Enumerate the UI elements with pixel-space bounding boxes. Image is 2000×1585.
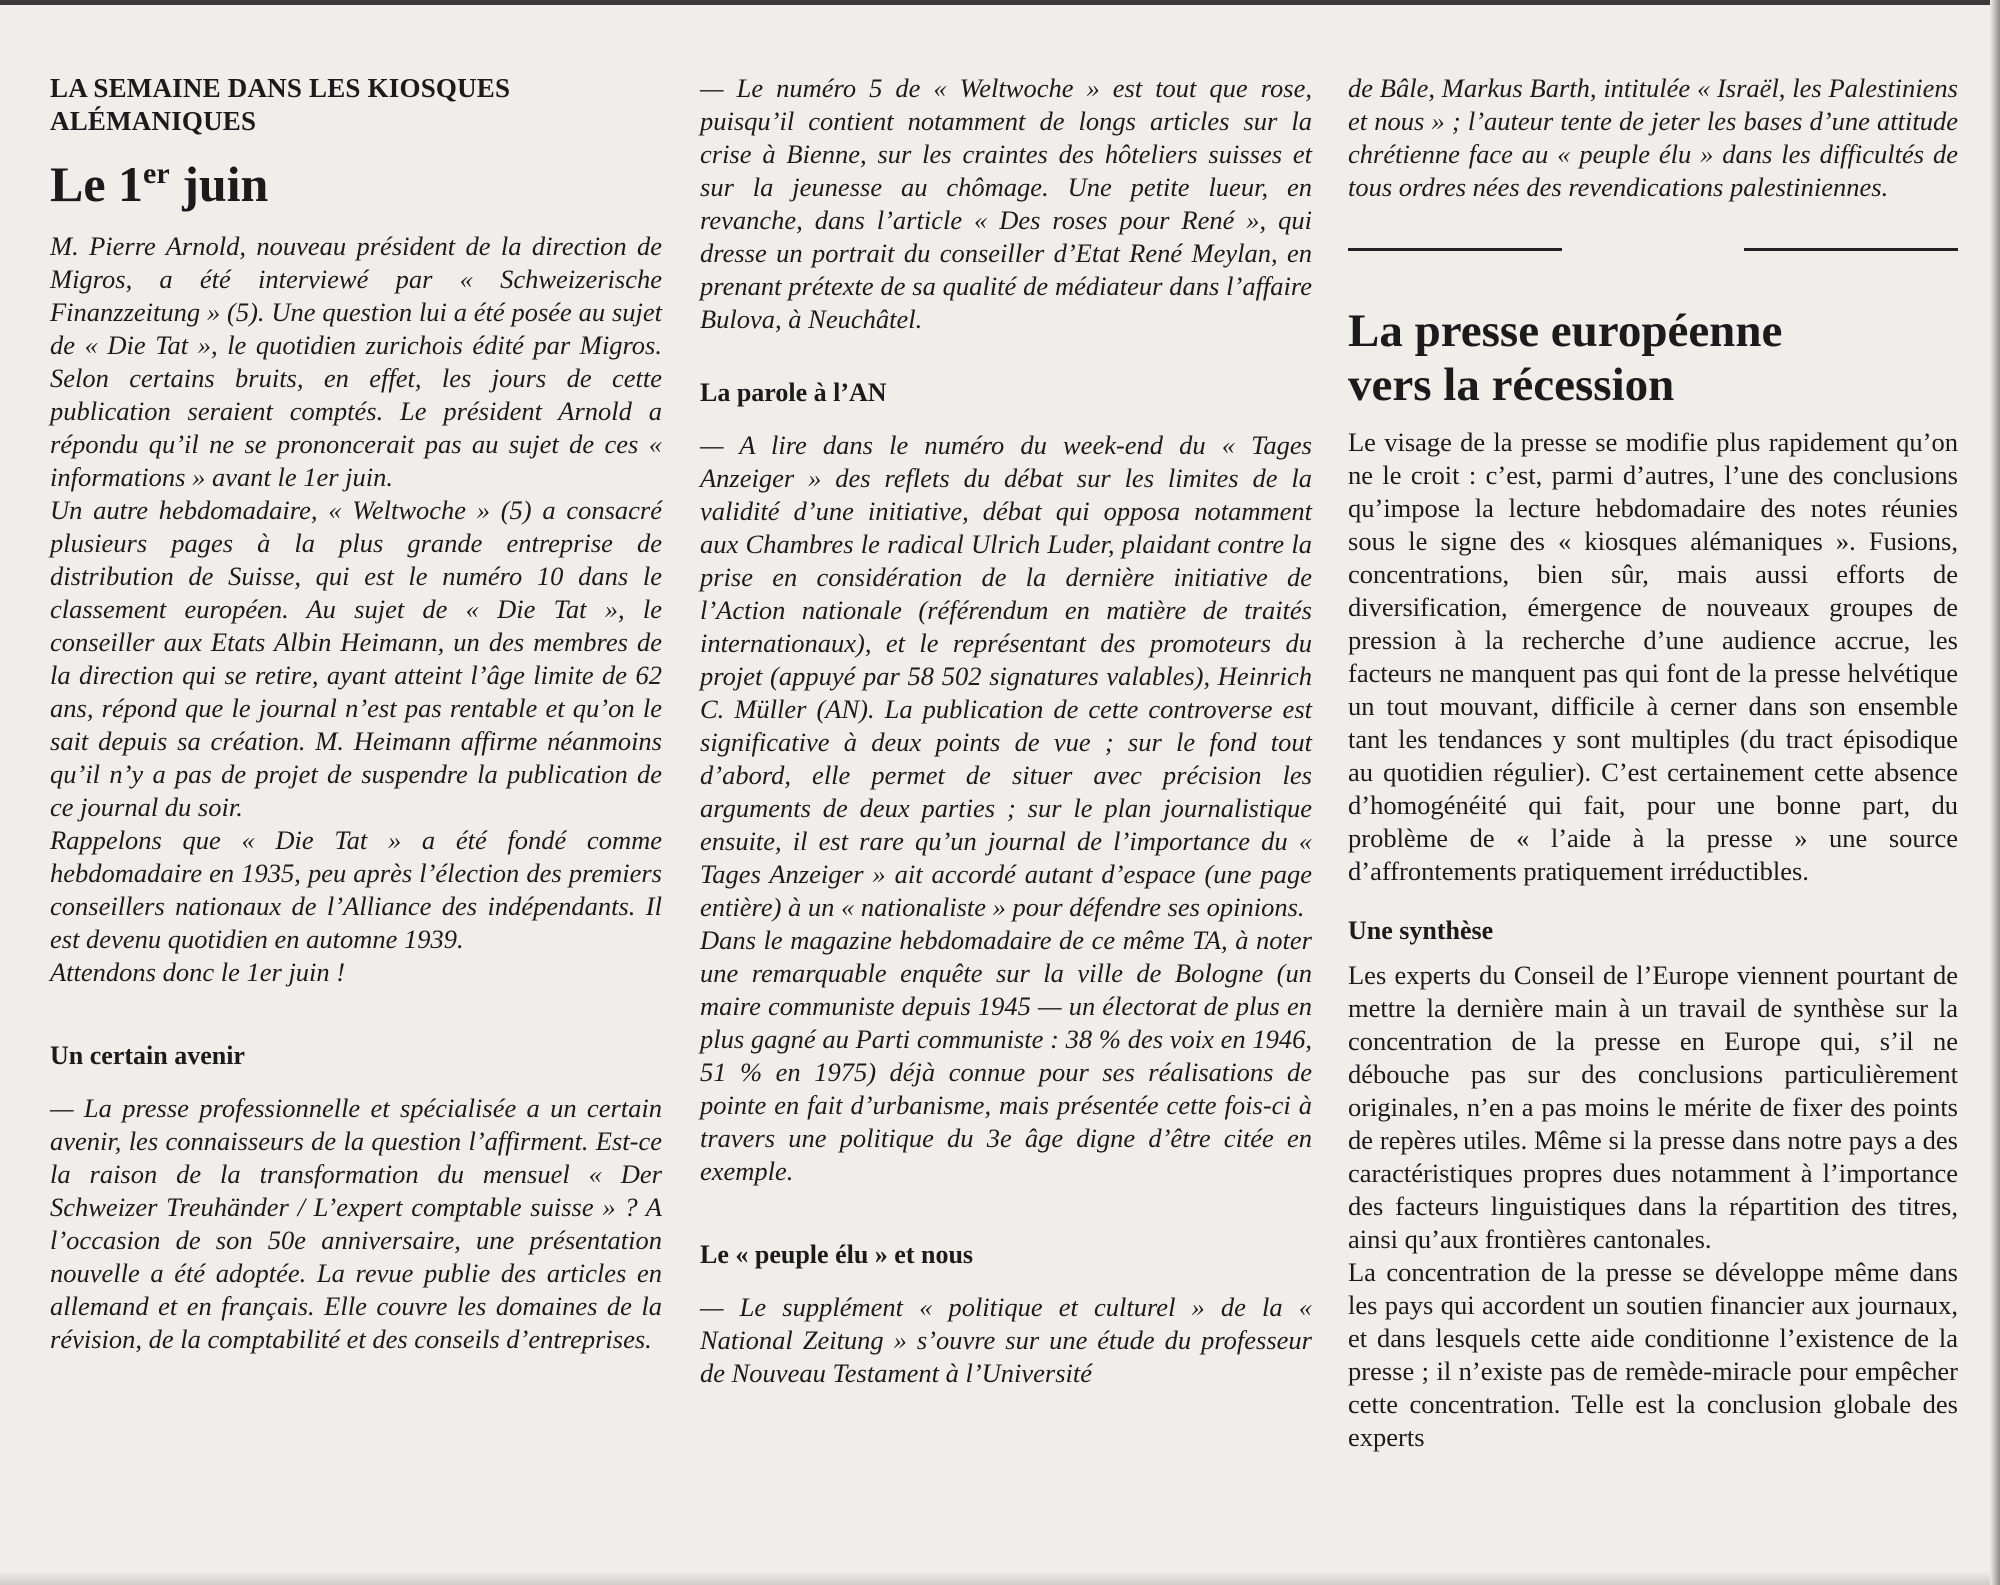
paragraph: de Bâle, Markus Barth, intitulée « Israël, les Palestiniens et nous » ; l’auteur tente de jeter les bases d’une attitude chrétienne face au « peuple élu » dans les difficultés de tous ordres nées des revendications palestiniennes. — [1348, 73, 1958, 202]
paragraph: — Le numéro 5 de « Weltwoche » est tout que rose, puisqu’il contient notamment de longs articles sur la crise à Bienne, sur les craintes des hôteliers suisses et sur la jeunesse au chômage. Une petite lueur, en revanche, dans l’article « Des roses pour René », qui dresse un portrait du conseiller d’Etat René Meylan, en prenant prétexte de sa qualité de médiateur dans l’affaire Bulova, à Neuchâtel. — [700, 73, 1312, 334]
separator-rules — [1348, 228, 1958, 268]
subheading: Une synthèse — [1348, 916, 1494, 945]
separator-rule-left — [1348, 248, 1562, 251]
paragraph: Un autre hebdomadaire, « Weltwoche » (5) a consacré plusieurs pages à la plus grande entreprise de distribution de Suisse, qui est le numéro 10 dans le classement européen. Au sujet de « Die Tat », le conseiller aux Etats Albin Heimann, un des membres de la direction qui se retire, ayant atteint l’âge limite de 62 ans, répond que le journal n’est pas rentable et qu’on le sait depuis sa création. M. Heimann affirme néanmoins qu’il n’y a pas de projet de suspendre la publication de ce journal du soir. — [50, 495, 662, 822]
separator-rule-right — [1744, 248, 1958, 251]
paragraph: M. Pierre Arnold, nouveau président de la direction de Migros, a été interviewé par « Schweizerische Finanzzeitung » (5). Une question lui a été posée au sujet de « Die Tat », le quotidien zurichois édité par Migros. Selon certains bruits, en effet, les jours de cette publication seraient comptés. Le président Arnold a répondu qu’il ne se prononcerait pas au sujet de ces « informations » avant le 1er juin. — [50, 231, 662, 492]
lead-paragraph: Le visage de la presse se modifie plus rapidement qu’on ne le croit : c’est, parmi d’autres, l’une des conclusions qu’impose la lecture hebdomadaire des notes réunies sous le signe des « kiosques alémaniques ». Fusions, concentrations, bien sûr, mais aussi efforts de diversification, émergence de nouveaux groupes de pression à la recherche d’une audience accrue, les facteurs ne manquent pas qui font de la presse helvétique un tout mouvant, difficile à cerner dans son ensemble tant les tendances y sont multiples (du tract épisodique au quotidien régulier). C’est certainement cette absence d’homogénéité qui fait, pour une bonne part, du problème de « l’aide à la presse » une source d’affrontements pratiquement irréductibles. — [1348, 427, 1958, 886]
subheading: Un certain avenir — [50, 1041, 245, 1070]
paragraph: Rappelons que « Die Tat » a été fondé comme hebdomadaire en 1935, peu après l’élection des premiers conseillers nationaux de l’Alliance des indépendants. Il est devenu quotidien en automne 1939. — [50, 825, 662, 954]
section-kicker — [50, 72, 662, 138]
paragraph: Attendons donc le 1er juin ! — [50, 957, 346, 987]
title-line-1: La presse européenne — [1348, 305, 1783, 357]
page-bottom-edge — [0, 1571, 2000, 1585]
title-line-2: vers la récession — [1348, 359, 1675, 411]
paragraph: Les experts du Conseil de l’Europe viennent pourtant de mettre la dernière main à un travail de synthèse sur la concentration de la presse en Europe qui, s’il ne débouche pas sur des conclusions particulièrement originales, n’en a pas moins le mérite de fixer des points de repères utiles. Même si la presse dans notre pays a des caractéristiques propres dues notamment à l’importance des facteurs linguistiques dans la répartition des titres, ainsi qu’aux frontières cantonales. — [1348, 960, 1958, 1254]
column-2 — [700, 72, 1312, 1390]
paragraph: La concentration de la presse se développe même dans les pays qui accordent un soutien financier aux journaux, et dans lesquels cette aide conditionne l’existence de la presse ; il n’existe pas de remède-miracle pour empêcher cette concentration. Telle est la conclusion globale des experts — [1348, 1257, 1958, 1452]
continued-text — [1348, 72, 1958, 204]
title-superscript: er — [143, 157, 170, 190]
paragraph: — A lire dans le numéro du week-end du « Tages Anzeiger » des reflets du débat sur les limites de la validité d’une initiative, débat qui opposa notamment aux Chambres le radical Ulrich Luder, plaidant contre la prise en considération de la dernière initiative de l’Action nationale (référendum en matière de traités internationaux), et le représentant des promoteurs du projet (appuyé par 58 502 signatures valables), Heinrich C. Müller (AN). La publication de cette controverse est significative à deux points de vue ; sur le fond tout d’abord, elle permet de situer avec précision les arguments de deux parties ; sur le plan journalistique ensuite, il est rare qu’un journal de l’importance du « Tages Anzeiger » ait accordé autant d’espace (une page entière) à un « nationaliste » pour défendre ses opinions. — [700, 430, 1312, 922]
kicker-line-1: LA SEMAINE DANS LES KIOSQUES — [50, 73, 511, 103]
column-1 — [50, 72, 662, 1356]
subheading: La parole à l’AN — [700, 378, 887, 407]
paragraph: — Le supplément « politique et culturel » de la « National Zeitung » s’ouvre sur une étude du professeur de Nouveau Testament à l’Université — [700, 1292, 1312, 1388]
title-prefix: Le 1 — [50, 156, 144, 212]
title-suffix: juin — [169, 156, 269, 212]
paragraph: Dans le magazine hebdomadaire de ce même TA, à noter une remarquable enquête sur la ville de Bologne (un maire communiste depuis 1945 — un électorat de plus en plus gagné au Parti communiste : 38 % des voix en 1946, 51 % en 1975) déjà connue pour ses réalisations de pointe en fait d’urbanisme, mais présentée cette fois-ci à travers une politique du 3e âge digne d’être citée en exemple. — [700, 925, 1312, 1186]
page-right-edge — [1990, 0, 2000, 1585]
column-3 — [1348, 72, 1958, 1454]
paragraph: — La presse professionnelle et spécialisée a un certain avenir, les connaisseurs de la question l’affirment. Est-ce la raison de la transformation du mensuel « Der Schweizer Treuhänder / L’expert comptable suisse » ? A l’occasion de son 50e anniversaire, une présentation nouvelle a été adoptée. La revue publie des articles en allemand et en français. Elle couvre les domaines de la révision, de la comptabilité et des conseils d’entreprises. — [50, 1093, 662, 1354]
subheading: Le « peuple élu » et nous — [700, 1240, 974, 1269]
article-title — [50, 156, 662, 212]
kicker-line-2: ALÉMANIQUES — [50, 106, 257, 136]
top-edge-rule — [0, 0, 2000, 5]
article-title-2 — [1348, 304, 1958, 412]
